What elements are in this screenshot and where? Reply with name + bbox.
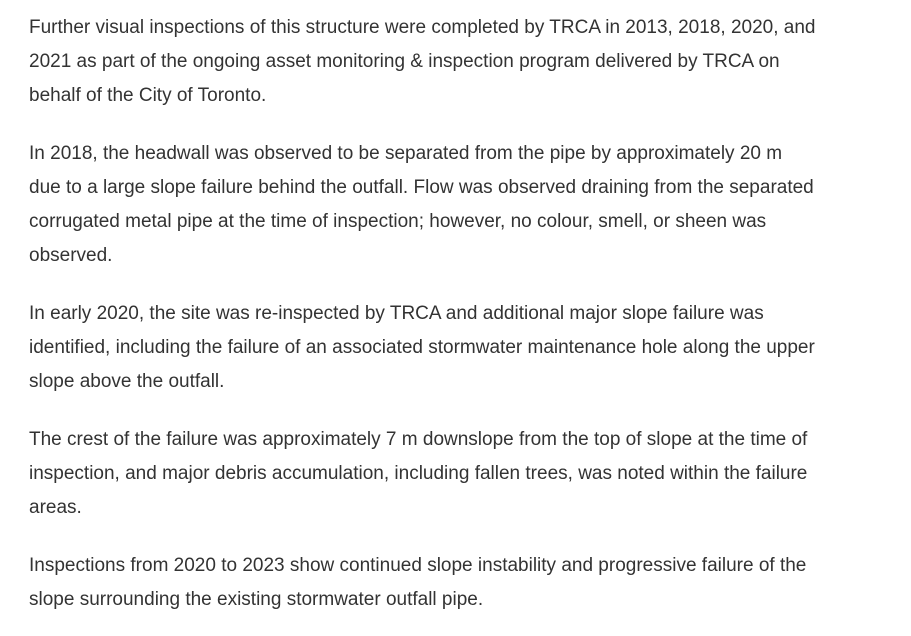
paragraph-inspections-history: Further visual inspections of this structure were completed by TRCA in 2013, 2018, 2020, and 2021 as part of the ongoing asset monitoring & inspection program delivered by TRCA on behalf of the City of Toronto. <box>29 17 816 106</box>
paragraph-2020-2023-inspections: Inspections from 2020 to 2023 show continued slope instability and progressive failure of the slope surrounding the existing stormwater outfall pipe. <box>29 555 807 610</box>
paragraph-2018-headwall: In 2018, the headwall was observed to be separated from the pipe by approximately 20 m due to a large slope failure behind the outfall. Flow was observed draining from the separated corrugated metal pipe at the time of inspection; however, no colour, smell, or sheen was observed. <box>29 143 814 266</box>
paragraph-failure-crest: The crest of the failure was approximately 7 m downslope from the top of slope at the time of inspection, and major debris accumulation, including fallen trees, was noted within the failure areas. <box>29 429 808 518</box>
article-body <box>29 11 819 617</box>
paragraph-2020-reinspection: In early 2020, the site was re-inspected by TRCA and additional major slope failure was identified, including the failure of an associated stormwater maintenance hole along the upper slope above the outfall. <box>29 303 815 392</box>
